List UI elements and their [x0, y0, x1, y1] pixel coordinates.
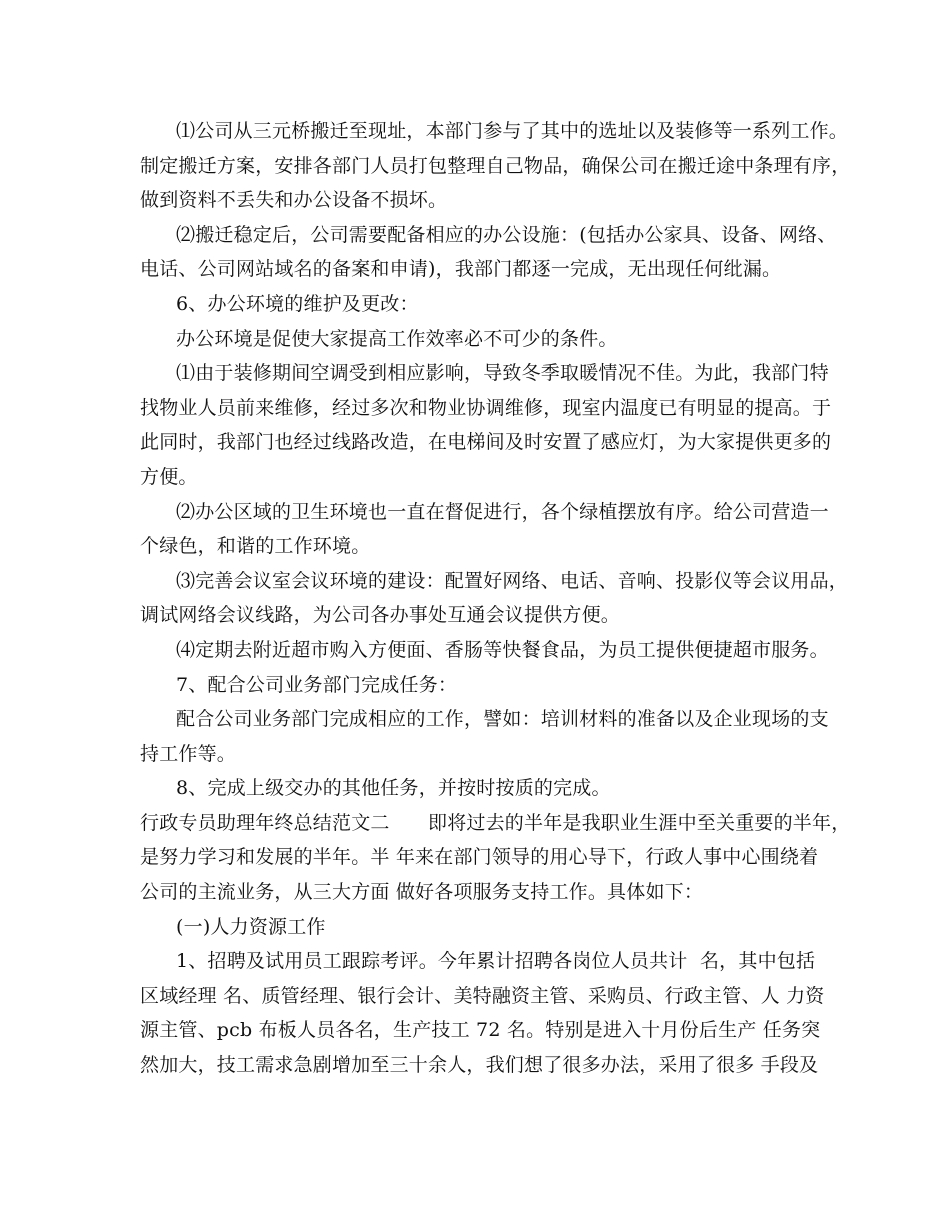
paragraph-line: ⑵办公区域的卫生环境也一直在督促进行，各个绿植摆放有序。给公司营造一	[176, 500, 829, 523]
paragraph-line: 公司的主流业务，从三大方面 做好各项服务支持工作。具体如下：	[140, 881, 704, 904]
paragraph-line: 持工作等。	[140, 742, 237, 765]
paragraph-line: 源主管、pcb 布板人员各名，生产技工 72 名。特别是进入十月份后生产 任务突	[140, 1019, 821, 1042]
paragraph-line: 找物业人员前来维修，经过多次和物业协调维修，现室内温度已有明显的提高。于	[140, 396, 832, 419]
section-heading: 8、完成上级交办的其他任务，并按时按质的完成。	[176, 777, 611, 800]
section-heading: (一)人力资源工作	[176, 915, 326, 938]
paragraph-line: 行政专员助理年终总结范文二 即将过去的半年是我职业生涯中至关重要的半年，	[140, 811, 851, 834]
paragraph-line: 制定搬迁方案，安排各部门人员打包整理自己物品，确保公司在搬迁途中条理有序，	[140, 154, 851, 177]
paragraph-line: 做到资料不丢失和办公设备不损坏。	[140, 189, 448, 212]
paragraph-line: 电话、公司网站域名的备案和申请)，我部门都逐一完成，无出现任何纰漏。	[140, 258, 782, 281]
section-heading: 6、办公环境的维护及更改：	[176, 292, 419, 315]
paragraph-line: ⑶完善会议室会议环境的建设：配置好网络、电话、音响、投影仪等会议用品，	[176, 569, 849, 592]
paragraph-line: 个绿色，和谐的工作环境。	[140, 535, 371, 558]
document-body	[140, 114, 851, 1083]
paragraph-line: ⑷定期去附近超市购入方便面、香肠等快餐食品，为员工提供便捷超市服务。	[176, 638, 829, 661]
paragraph-line: ⑴由于装修期间空调受到相应影响，导致冬季取暖情况不佳。为此，我部门特	[176, 362, 829, 385]
paragraph-line: ⑴公司从三元桥搬迁至现址，本部门参与了其中的选址以及装修等一系列工作。	[176, 120, 849, 142]
paragraph-line: 办公环境是促使大家提高工作效率必不可少的条件。	[176, 327, 618, 350]
paragraph-line: 是努力学习和发展的半年。半 年来在部门领导的用心导下，行政人事中心围绕着	[140, 846, 819, 869]
paragraph-line: 区域经理 名、质管经理、银行会计、美特融资主管、采购员、行政主管、人 力资	[140, 984, 825, 1007]
section-heading: 7、配合公司业务部门完成任务：	[176, 673, 458, 696]
paragraph-line: 然加大，技工需求急剧增加至三十余人，我们想了很多办法，采用了很多 手段及	[140, 1054, 819, 1077]
paragraph-line: 配合公司业务部门完成相应的工作，譬如：培训材料的准备以及企业现场的支	[176, 708, 829, 731]
paragraph-line: 方便。	[140, 465, 198, 488]
paragraph-line: ⑵搬迁稳定后，公司需要配备相应的办公设施：(包括办公家具、设备、网络、	[176, 223, 837, 246]
paragraph-line: 调试网络会议线路，为公司各办事处互通会议提供方便。	[140, 604, 621, 627]
paragraph-line: 此同时，我部门也经过线路改造，在电梯间及时安置了感应灯，为大家提供更多的	[140, 431, 832, 454]
paragraph-line: 1、招聘及试用员工跟踪考评。今年累计招聘各岗位人员共计 名，其中包括	[176, 950, 816, 973]
